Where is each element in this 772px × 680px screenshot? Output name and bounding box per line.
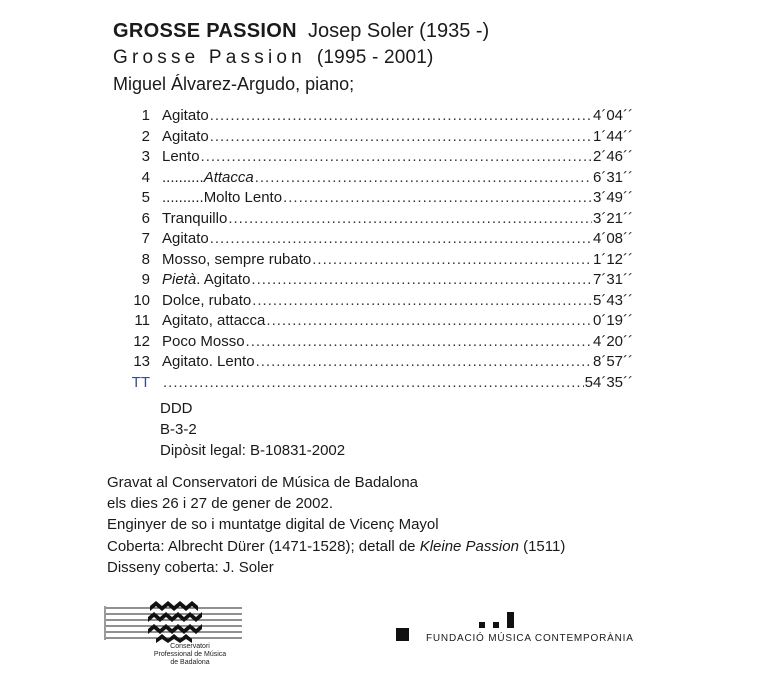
leader-dots [210,106,592,127]
total-time-row [108,373,633,394]
legal-deposit: Dipòsit legal: B-10831-2002 [160,442,346,459]
track-title: Agitato. Lento [162,353,255,370]
cover-art-year: (1511) [518,538,566,555]
track-number: 12 [133,332,150,350]
track-duration: 7´31´´ [592,271,633,288]
track-title: Dolce, rubato [162,291,252,309]
leader-dots [210,229,592,250]
track-title: Lento [162,148,200,165]
track-number: 4 [141,168,150,186]
track-title-prefix: .......... [162,189,204,206]
cover-art-work-title: Kleine Passion [419,538,519,555]
track-duration: 6´31´´ [592,168,633,186]
track-row [108,229,633,250]
work-title-caps: GROSSE PASSION [113,20,297,42]
track-duration: 1´44´´ [592,127,633,145]
leader-dots [246,332,592,353]
work-title-spaced: Grosse Passion [113,47,306,68]
track-title: Molto Lento [203,189,283,206]
track-duration: 2´46´´ [592,148,633,165]
leader-dots [251,270,592,291]
track-duration: 0´19´´ [592,312,633,329]
fundacio-logo-bars [479,609,539,629]
total-label: TT [131,373,150,391]
composer: Josep Soler (1935 -) [308,20,490,42]
credit-recording-venue: Gravat al Conservatori de Música de Badalona [107,474,419,491]
track-duration: 5´43´´ [592,291,633,309]
track-row [108,311,633,332]
conservatori-caption-line: Conservatori [170,643,210,650]
track-row [108,127,633,148]
track-title-italic: Pietà [162,271,197,288]
track-number: 5 [141,189,150,206]
total-duration: 54´35´´ [584,373,633,391]
album-title [113,20,489,43]
leader-dots [163,373,584,394]
track-row [108,332,633,353]
fundacio-name: FUNDACIÓ MÚSICA CONTEMPORÀNIA [426,633,634,644]
track-number: 7 [141,230,150,247]
track-number: 8 [141,250,150,268]
leader-dots [201,147,592,168]
track-number: 3 [141,148,150,165]
track-duration: 4´04´´ [592,107,633,124]
credit-engineer: Enginyer de so i muntatge digital de Vicenç Mayol [107,516,439,533]
track-number: 9 [141,271,150,288]
track-row [108,106,633,127]
leader-dots [255,168,592,189]
performer: Miguel Álvarez-Argudo, piano; [113,74,355,94]
track-title: Poco Mosso [162,332,245,350]
fundacio-logo-square [396,628,409,641]
track-row [108,352,633,373]
album-subtitle [113,47,434,69]
track-title: Attacca [203,168,254,186]
credit-cover-design: Disseny coberta: J. Soler [107,559,274,576]
track-title: Agitato [162,230,209,247]
track-duration: 3´21´´ [592,209,633,227]
work-years: (1995 - 2001) [316,47,434,68]
track-number: 10 [133,291,150,309]
track-row [108,209,633,230]
leader-dots [283,188,592,209]
track-row [108,147,633,168]
track-number: 1 [141,107,150,124]
track-duration: 8´57´´ [592,353,633,370]
track-number: 11 [134,312,150,329]
track-row [108,188,633,209]
track-duration: 4´20´´ [592,332,633,350]
track-title: Mosso, sempre rubato [162,250,312,268]
track-row [108,291,633,312]
track-duration: 3´49´´ [592,189,633,206]
leader-dots [210,127,592,148]
track-duration: 4´08´´ [592,230,633,247]
recording-format: DDD [160,400,193,417]
track-title: Agitato [162,127,209,145]
leader-dots [266,311,592,332]
leader-dots [252,291,592,312]
conservatori-caption [140,643,240,667]
track-row [108,270,633,291]
leader-dots [312,250,592,271]
track-number: 6 [141,209,150,227]
track-row [108,250,633,271]
track-title: Tranquillo [162,209,228,227]
track-row [108,168,633,189]
track-title: . Agitato [196,271,251,288]
credit-recording-dates: els dies 26 i 27 de gener de 2002. [107,495,334,512]
track-list [108,106,633,393]
track-number: 2 [141,127,150,145]
track-title: Agitato, attacca [162,312,266,329]
conservatori-caption-line: de Badalona [170,659,210,666]
credit-cover-art [107,538,565,555]
track-number: 13 [133,353,150,370]
track-title-prefix: .......... [162,168,204,186]
leader-dots [256,352,592,373]
catalog-code: B-3-2 [160,421,197,438]
leader-dots [228,209,592,230]
track-duration: 1´12´´ [592,250,633,268]
cover-art-text: Coberta: Albrecht Dürer (1471-1528); detall de [107,538,420,555]
conservatori-caption-line: Professional de Música [153,651,227,658]
track-title: Agitato [162,107,209,124]
